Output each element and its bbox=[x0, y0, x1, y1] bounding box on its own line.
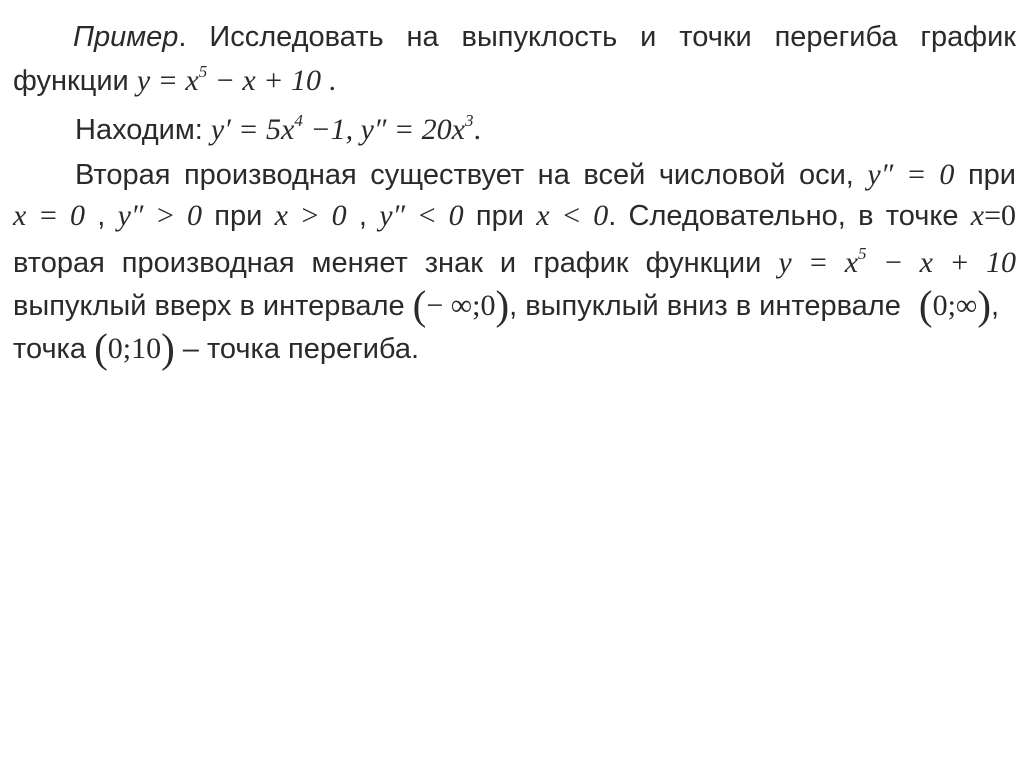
paragraph-line-5: x = 0 , y″ > 0 при x > 0 , y″ < 0 при x < 0. Следовательно, в точке x=0 bbox=[13, 199, 1017, 232]
paren-open: ( bbox=[412, 282, 427, 328]
text: Вторая производная существует на всей числовой оси, bbox=[75, 159, 868, 191]
formula: y″ < 0 bbox=[379, 199, 464, 232]
formula: x < 0 bbox=[536, 199, 609, 232]
paren-close: ) bbox=[977, 282, 991, 328]
formula: =0 bbox=[984, 199, 1017, 232]
formula-first-derivative: $y' = 5x^4 -1$, bbox=[210, 111, 361, 146]
text: при bbox=[954, 159, 1016, 191]
example-label: Пример bbox=[73, 21, 179, 53]
text: выпуклый вверх в интервале bbox=[13, 290, 413, 322]
text: – точка перегиба. bbox=[174, 333, 420, 365]
paren-open: ( bbox=[94, 325, 108, 371]
text: Находим: bbox=[75, 114, 211, 146]
text: вторая производная меняет знак и график функции bbox=[13, 247, 779, 279]
paren-close: ) bbox=[495, 282, 510, 328]
comma: , bbox=[990, 290, 1000, 322]
paragraph-line-6 bbox=[13, 246, 1016, 280]
interval-1: − ∞;0 bbox=[426, 289, 496, 322]
example-text: . Исследовать на выпуклость и точки перегиба график bbox=[178, 21, 1016, 53]
text: точка bbox=[13, 333, 95, 365]
formula: y″ > 0 bbox=[117, 199, 203, 232]
paragraph-line-2 bbox=[13, 64, 1016, 98]
text: функции bbox=[13, 65, 137, 97]
period: . bbox=[321, 64, 336, 97]
formula-function: $y = x^5 - x + 10$ bbox=[136, 62, 321, 97]
paragraph-line-4 bbox=[13, 158, 1016, 192]
paren-open: ( bbox=[918, 282, 933, 328]
formula: x bbox=[970, 199, 985, 232]
formula: x > 0 bbox=[274, 199, 347, 232]
formula-second-derivative: $y'' = 20x^3$ bbox=[360, 111, 474, 146]
inflection-point: 0;10 bbox=[107, 332, 162, 365]
formula-function: $y = x^5 - x + 10$ bbox=[778, 244, 1016, 279]
text: , выпуклый вниз в интервале bbox=[509, 290, 909, 322]
period: . bbox=[473, 113, 481, 146]
paragraph-line-8 bbox=[13, 325, 1016, 371]
formula: y″ = 0 bbox=[867, 158, 955, 191]
paren-close: ) bbox=[161, 325, 175, 371]
paragraph-line-7 bbox=[13, 282, 1016, 328]
paragraph-line-3 bbox=[75, 113, 1015, 147]
interval-2: 0;∞ bbox=[932, 289, 978, 322]
formula: x = 0 bbox=[13, 199, 85, 232]
paragraph-line-1 bbox=[13, 20, 1016, 54]
